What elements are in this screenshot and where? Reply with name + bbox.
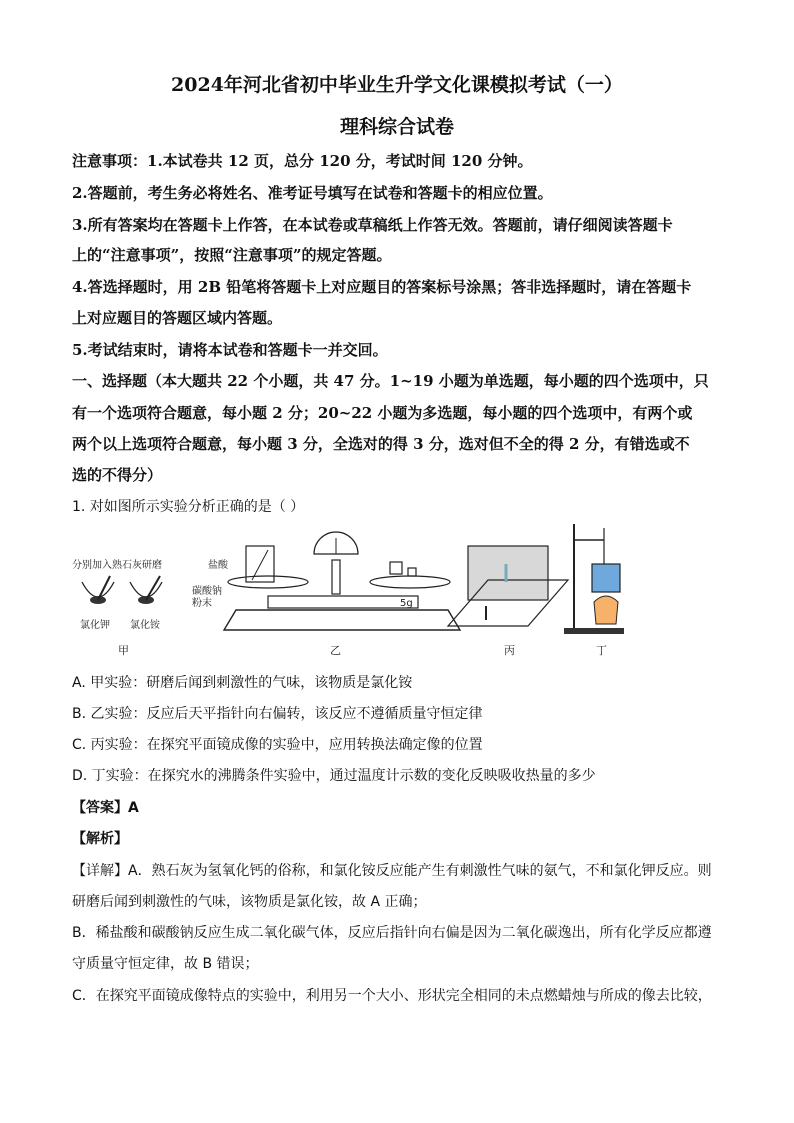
- notes-line-2: 2.答题前，考生务必将姓名、准考证号填写在试卷和答题卡的相应位置。: [72, 184, 553, 202]
- analysis-line-2: 研磨后闻到刺激性的气味，该物质是氯化铵，故 A 正确；: [72, 894, 427, 910]
- section-heading-line-4: 选的不得分）: [72, 466, 163, 484]
- exam-title: 2024年河北省初中毕业生升学文化课模拟考试（一）: [171, 74, 623, 96]
- notes-line-6: 上对应题目的答题区域内答题。: [72, 309, 283, 327]
- question-stem: 1. 对如图所示实验分析正确的是（ ）: [72, 499, 305, 515]
- figure-bing: [448, 546, 568, 657]
- answer-label: 【答案】A: [72, 800, 139, 816]
- section-heading-line-3: 两个以上选项符合题意，每小题 3 分，全选对的得 3 分，选对但不全的得 2 分，有错选或不: [72, 435, 690, 453]
- label-5g: 5g: [400, 598, 413, 609]
- analysis-line-4: 守质量守恒定律，故 B 错误；: [72, 956, 259, 972]
- label-hcl: 盐酸: [208, 560, 228, 571]
- section-heading-line-2: 有一个选项符合题意，每小题 2 分；20~22 小题为多选题，每小题的四个选项中，有两个或: [72, 404, 693, 422]
- label-jia-top: 分别加入熟石灰研磨: [72, 560, 162, 571]
- label-na2co3-1: 碳酸钠: [192, 586, 222, 597]
- analysis-heading: 【解析】: [72, 831, 128, 847]
- analysis-line-3: B．稀盐酸和碳酸钠反应生成二氧化碳气体，反应后指针向右偏是因为二氧化碳逸出，所有化学反应都遵: [72, 925, 712, 941]
- caption-ding: 丁: [596, 644, 607, 657]
- notes-line-3: 3.所有答案均在答题卡上作答，在本试卷或草稿纸上作答无效。答题前，请仔细阅读答题卡: [72, 216, 673, 234]
- caption-bing: 丙: [504, 644, 515, 657]
- notes-line-1: 注意事项：1.本试卷共 12 页，总分 120 分，考试时间 120 分钟。: [72, 152, 533, 170]
- notes-line-4: 上的“注意事项”，按照“注意事项”的规定答题。: [72, 246, 392, 264]
- option-b: B. 乙实验：反应后天平指针向右偏转，该反应不遵循质量守恒定律: [72, 706, 483, 722]
- caption-jia: 甲: [118, 644, 129, 657]
- label-nh4cl: 氯化铵: [130, 620, 160, 631]
- experiment-figure: [68, 520, 668, 660]
- figure-yi: [192, 532, 460, 657]
- section-heading-line-1: 一、选择题（本大题共 22 个小题，共 47 分。1~19 小题为单选题，每小题的四个选项中，只: [72, 372, 709, 390]
- figure-ding: [564, 524, 624, 657]
- notes-line-7: 5.考试结束时，请将本试卷和答题卡一并交回。: [72, 341, 388, 359]
- label-kcl: 氯化钾: [80, 620, 110, 631]
- caption-yi: 乙: [330, 644, 341, 657]
- analysis-line-5: C．在探究平面镜成像特点的实验中，利用另一个大小、形状完全相同的未点燃蜡烛与所成的像去比较，: [72, 988, 712, 1004]
- figure-jia: [72, 558, 162, 657]
- option-c: C. 丙实验：在探究平面镜成像的实验中，应用转换法确定像的位置: [72, 737, 483, 753]
- notes-line-5: 4.答选择题时，用 2B 铅笔将答题卡上对应题目的答案标号涂黑；答非选择题时，请在答题卡: [72, 278, 692, 296]
- option-d: D. 丁实验：在探究水的沸腾条件实验中，通过温度计示数的变化反映吸收热量的多少: [72, 768, 596, 784]
- option-a: A. 甲实验：研磨后闻到刺激性的气味，该物质是氯化铵: [72, 675, 413, 691]
- exam-subtitle: 理科综合试卷: [339, 116, 454, 138]
- label-na2co3-2: 粉末: [192, 598, 212, 609]
- analysis-line-1: 【详解】A．熟石灰为氢氧化钙的俗称，和氯化铵反应能产生有刺激性气味的氨气，不和氯化钾反应。则: [72, 863, 712, 879]
